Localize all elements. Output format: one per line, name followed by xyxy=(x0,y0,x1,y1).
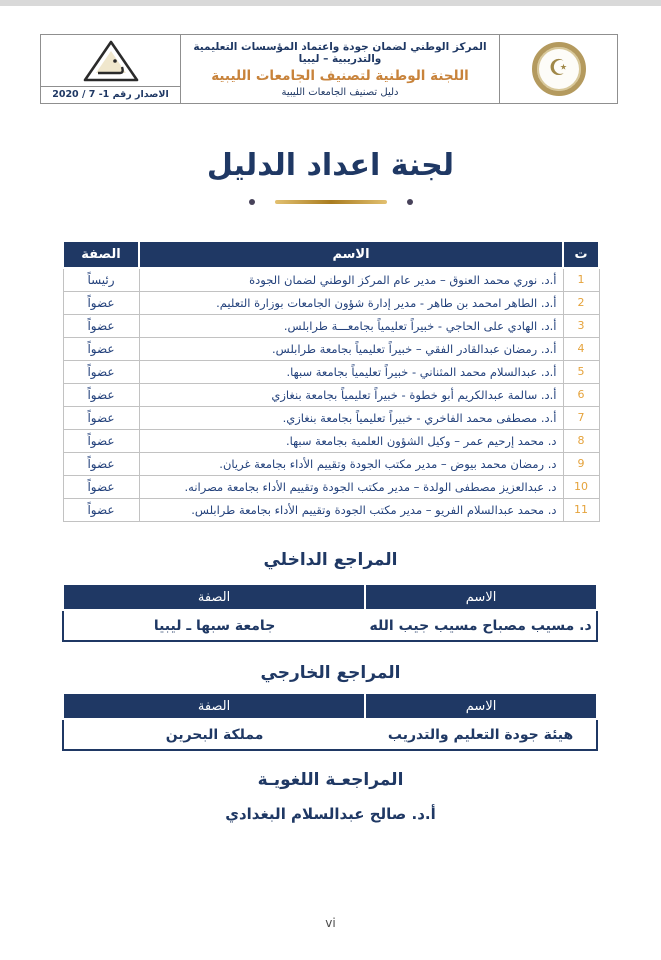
member-role: عضواً xyxy=(63,383,139,406)
member-index: 11 xyxy=(563,498,599,521)
table-row xyxy=(63,475,599,498)
external-reviewer-header-row xyxy=(63,693,597,719)
member-name: أ.د. الطاهر امحمد بن طاهر - مدير إدارة شؤون الجامعات بوزارة التعليم. xyxy=(139,291,563,314)
table-row xyxy=(63,406,599,429)
reviewer-name: د. مسيب مصباح مسيب جيب الله xyxy=(365,610,597,641)
col-header-role: الصفة xyxy=(63,693,365,719)
member-role: عضواً xyxy=(63,314,139,337)
member-name: د. عبدالعزيز مصطفى الولدة – مدير مكتب الجودة وتقييم الأداء بجامعة مصرانه. xyxy=(139,475,563,498)
linguistic-review-title: المراجعـة اللغويـة xyxy=(257,770,404,790)
committee-table xyxy=(62,240,600,522)
member-index: 3 xyxy=(563,314,599,337)
col-header-name: الاسم xyxy=(365,584,597,610)
ornament-dot-left xyxy=(249,199,255,205)
member-index: 4 xyxy=(563,337,599,360)
org-name-line: المركز الوطني لضمان جودة واعتماد المؤسسات التعليمية والتدريبية – ليبيا xyxy=(193,40,487,65)
header-emblem-cell xyxy=(499,35,617,103)
member-index: 5 xyxy=(563,360,599,383)
reviewer-name: هيئة جودة التعليم والتدريب xyxy=(365,719,597,750)
page-number: vi xyxy=(325,916,336,930)
table-row xyxy=(63,452,599,475)
member-index: 6 xyxy=(563,383,599,406)
internal-reviewer-header-row xyxy=(63,584,597,610)
table-row xyxy=(63,498,599,521)
table-row xyxy=(63,383,599,406)
col-header-name: الاسم xyxy=(139,241,563,268)
member-index: 9 xyxy=(563,452,599,475)
committee-name-line: اللجنة الوطنية لتصنيف الجامعات الليبية xyxy=(211,67,469,84)
internal-reviewer-title: المراجع الداخلي xyxy=(263,550,398,570)
issue-number: الاصدار رقم 1- 7 / 2020 xyxy=(41,86,180,103)
member-name: د. محمد إرحيم عمر – وكيل الشؤون العلمية بجامعة سبها. xyxy=(139,429,563,452)
member-index: 8 xyxy=(563,429,599,452)
member-name: د. رمضان محمد بيوض – مدير مكتب الجودة وتقييم الأداء بجامعة غريان. xyxy=(139,452,563,475)
title-ornament xyxy=(0,199,661,205)
header-logo-cell xyxy=(41,35,181,103)
member-role: عضواً xyxy=(63,452,139,475)
member-role: عضواً xyxy=(63,429,139,452)
external-reviewer-title: المراجع الخارجي xyxy=(260,663,401,683)
table-row xyxy=(63,337,599,360)
header-text-cell xyxy=(181,35,499,103)
ornament-dot-right xyxy=(407,199,413,205)
government-seal-icon: ☪ xyxy=(532,42,586,96)
member-role: رئيساً xyxy=(63,268,139,291)
reviewer-role: جامعة سبها ـ ليبيا xyxy=(63,610,365,641)
page-header xyxy=(40,34,618,104)
table-row xyxy=(63,719,597,750)
table-row xyxy=(63,291,599,314)
external-reviewer-table xyxy=(62,692,598,751)
col-header-role: الصفة xyxy=(63,584,365,610)
member-role: عضواً xyxy=(63,406,139,429)
internal-reviewer-table xyxy=(62,583,598,642)
member-index: 1 xyxy=(563,268,599,291)
committee-table-header-row xyxy=(63,241,599,268)
table-row xyxy=(63,268,599,291)
member-name: د. محمد عبدالسلام الفريو – مدير مكتب الجودة وتقييم الأداء بجامعة طرابلس. xyxy=(139,498,563,521)
member-role: عضواً xyxy=(63,337,139,360)
member-index: 7 xyxy=(563,406,599,429)
member-name: أ.د. عبدالسلام محمد المثناني - خبيراً تعليمياً بجامعة سبها. xyxy=(139,360,563,383)
col-header-index: ت xyxy=(563,241,599,268)
member-name: أ.د. رمضان عبدالقادر الفقي – خبيراً تعليمياً بجامعة طرابلس. xyxy=(139,337,563,360)
member-name: أ.د. مصطفى محمد الفاخري - خبيراً تعليمياً بجامعة بنغازي. xyxy=(139,406,563,429)
linguistic-reviewer-name: أ.د. صالح عبدالسلام البغدادي xyxy=(225,805,436,823)
ornament-line xyxy=(275,200,387,204)
member-name: أ.د. نوري محمد العنوق – مدير عام المركز الوطني لضمان الجودة xyxy=(139,268,563,291)
member-role: عضواً xyxy=(63,475,139,498)
member-index: 2 xyxy=(563,291,599,314)
page-title: لجنة اعداد الدليل xyxy=(206,148,455,183)
table-row xyxy=(63,360,599,383)
reviewer-role: مملكة البحرين xyxy=(63,719,365,750)
member-name: أ.د. سالمة عبدالكريم أبو خطوة - خبيراً تعليمياً بجامعة بنغازي xyxy=(139,383,563,406)
member-name: أ.د. الهادي على الحاجي - خبيراً تعليمياً بجامعـــة طرابلس. xyxy=(139,314,563,337)
center-logo-icon xyxy=(41,35,180,86)
member-role: عضواً xyxy=(63,360,139,383)
table-row xyxy=(63,429,599,452)
table-row xyxy=(63,314,599,337)
col-header-name: الاسم xyxy=(365,693,597,719)
table-row xyxy=(63,610,597,641)
member-role: عضواً xyxy=(63,291,139,314)
member-index: 10 xyxy=(563,475,599,498)
guide-name-line: دليل تصنيف الجامعات الليبية xyxy=(281,86,399,98)
scan-edge-bar xyxy=(0,0,661,6)
member-role: عضواً xyxy=(63,498,139,521)
col-header-role: الصفة xyxy=(63,241,139,268)
